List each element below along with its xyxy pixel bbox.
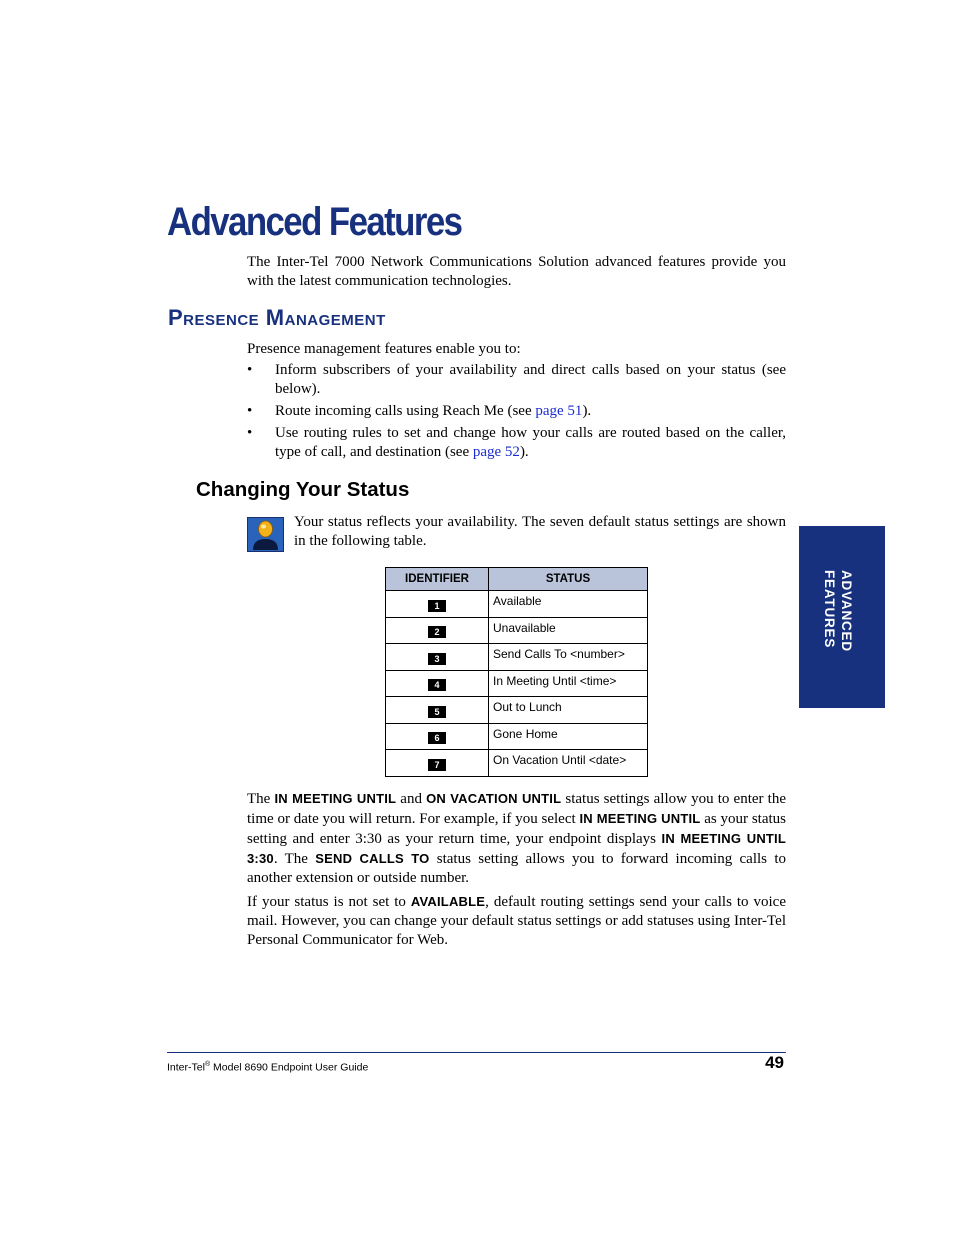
list-item xyxy=(247,361,786,399)
key-7-icon: 7 xyxy=(428,759,446,771)
key-5-icon: 5 xyxy=(428,706,446,718)
list-item-text: Use routing rules to set and change how your calls are routed based on the caller, type of call, and destination (see xyxy=(275,425,786,460)
column-header-status: STATUS xyxy=(489,568,648,591)
side-tab-line-2: FEATURES xyxy=(822,570,837,649)
status-cell: In Meeting Until <time> xyxy=(489,670,648,697)
table-row xyxy=(386,750,648,777)
list-item xyxy=(247,424,786,462)
key-1-icon: 1 xyxy=(428,600,446,612)
list-item-text: ). xyxy=(519,444,529,460)
section-lead: Presence management features enable you to: xyxy=(247,341,521,357)
page-52-link[interactable]: page 52 xyxy=(472,444,520,460)
status-cell: Gone Home xyxy=(489,723,648,750)
column-header-identifier: IDENTIFIER xyxy=(386,568,489,591)
table-row xyxy=(386,723,648,750)
person-icon xyxy=(248,518,283,551)
keyword: SEND CALLS TO xyxy=(315,851,430,866)
key-6-icon: 6 xyxy=(428,732,446,744)
meeting-vacation-paragraph: The IN MEETING UNTIL and ON VACATION UNTIL status settings allow you to enter the time or date you will return. For example, if you select IN MEETING UNTIL as your status setting and enter 3:30 as your return time, your endpoint displays IN MEETING UNTIL 3:30. The SEND CALLS TO status setting allows you to forward incoming calls to another extension or outside number. xyxy=(247,791,786,886)
keyword: IN MEETING UNTIL xyxy=(579,811,701,826)
page-number: 49 xyxy=(765,1053,784,1072)
bullet-icon: • xyxy=(247,403,253,419)
list-item-text: Inform subscribers of your availability and direct calls based on your status (see below). xyxy=(275,362,786,397)
bullet-icon: • xyxy=(247,425,253,441)
keyword: IN MEETING UNTIL 3:30 xyxy=(247,831,786,866)
table-row xyxy=(386,670,648,697)
bullet-icon: • xyxy=(247,362,253,378)
table-row xyxy=(386,644,648,671)
keyword: AVAILABLE xyxy=(410,894,486,909)
subheading-changing-status: Changing Your Status xyxy=(196,478,410,501)
footer-guide-title: Inter-Tel® Model 8690 Endpoint User Guide xyxy=(167,1061,369,1074)
section-heading: Presence Management xyxy=(168,305,386,330)
footer-divider xyxy=(167,1052,786,1053)
status-cell: Unavailable xyxy=(489,617,648,644)
chapter-side-tab xyxy=(799,526,885,708)
presence-status-icon xyxy=(247,517,284,552)
table-row xyxy=(386,617,648,644)
intro-paragraph: The Inter-Tel 7000 Network Communications Solution advanced features provide you with the latest communication technologies. xyxy=(247,254,786,289)
table-row xyxy=(386,697,648,724)
status-cell: Send Calls To <number> xyxy=(489,644,648,671)
status-cell: Out to Lunch xyxy=(489,697,648,724)
status-intro: Your status reflects your availability. The seven default status settings are shown in the following table. xyxy=(294,514,786,549)
feature-list xyxy=(247,361,786,465)
side-tab-line-1: ADVANCED xyxy=(839,570,854,652)
list-item xyxy=(247,402,786,421)
table-header-row xyxy=(386,568,648,591)
key-2-icon: 2 xyxy=(428,626,446,638)
list-item-text: ). xyxy=(582,403,592,419)
default-routing-paragraph: If your status is not set to AVAILABLE, default routing settings send your calls to voice mail. However, you can change your default status settings or add statuses using Inter-Tel Personal Communicator for Web. xyxy=(247,894,786,948)
status-table xyxy=(385,567,648,777)
key-4-icon: 4 xyxy=(428,679,446,691)
page-51-link[interactable]: page 51 xyxy=(535,403,583,419)
status-cell: Available xyxy=(489,591,648,618)
key-3-icon: 3 xyxy=(428,653,446,665)
table-row xyxy=(386,591,648,618)
list-item-text: Route incoming calls using Reach Me (see xyxy=(275,403,536,419)
status-cell: On Vacation Until <date> xyxy=(489,750,648,777)
keyword: ON VACATION UNTIL xyxy=(426,791,562,806)
page-title: Advanced Features xyxy=(167,200,462,244)
keyword: IN MEETING UNTIL xyxy=(274,791,397,806)
